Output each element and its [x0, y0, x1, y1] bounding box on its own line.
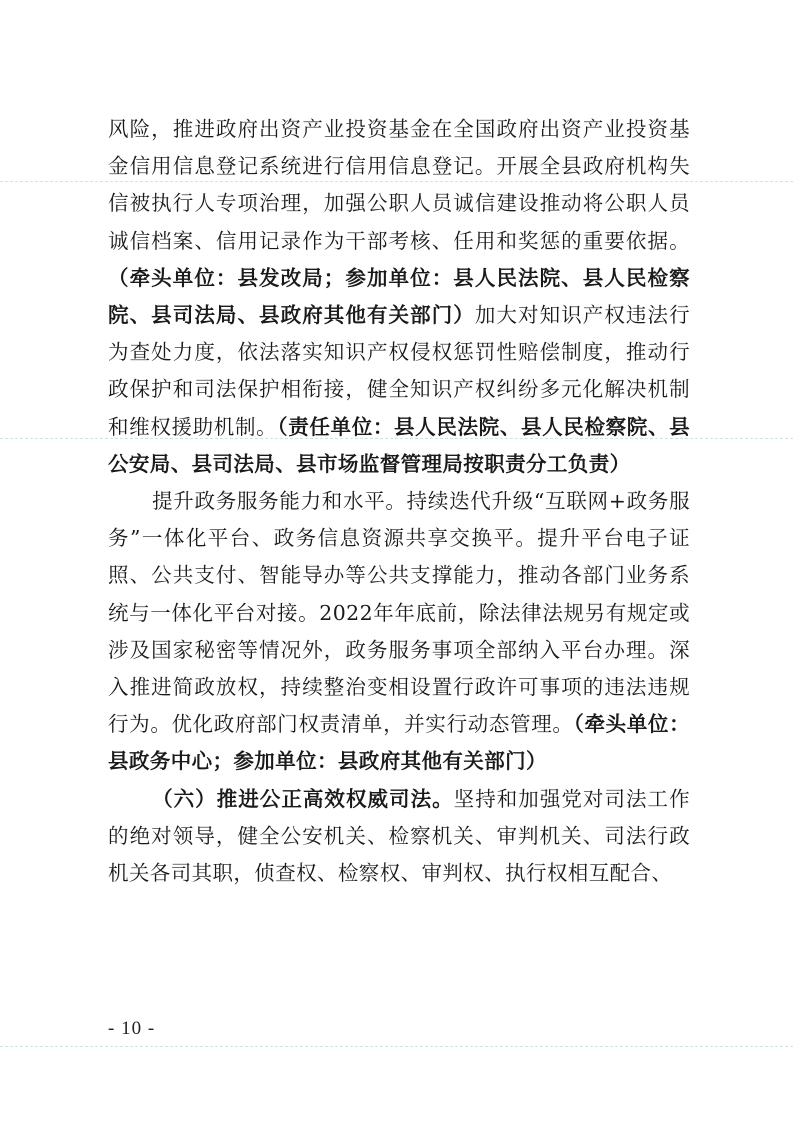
- section-heading: （六）推进公正高效权威司法。: [152, 786, 454, 811]
- responsible-units-note: （责任单位：县人民法院、县人民检察院、县公安局、县司法局、县市场监督管理局按职责分工负责）: [108, 414, 691, 476]
- responsible-units-note: （牵头单位：县发改局；参加单位：县人民法院、县人民检察院、县司法局、县政府其他有关部门）: [108, 265, 690, 328]
- paragraph-justice-section: [108, 781, 690, 893]
- responsible-units-note: （牵头单位：县政务中心；参加单位：县政府其他有关部门）: [108, 712, 690, 774]
- paragraph-credit-and-ip: [108, 111, 690, 483]
- text-segment: 加大对知识产权违法行为查处力度，依法落实知识产权侵权惩罚性赔偿制度，推动行政保护和司法保护相衔接，健全知识产权纠纷多元化解决机制和维权援助机制。: [108, 303, 690, 439]
- text-segment: 坚持和加强党对司法工作的绝对领导，健全公安机关、检察机关、审判机关、司法行政机关各司其职，侦查权、检察权、审判权、执行权相互配合、: [108, 786, 690, 886]
- document-body: [108, 111, 690, 892]
- scan-line-bottom: [0, 1046, 793, 1047]
- page-number: - 10 -: [108, 1018, 156, 1039]
- text-segment: 风险，推进政府出资产业投资基金在全国政府出资产业投资基金信用信息登记系统进行信用信息登记。开展全县政府机构失信被执行人专项治理，加强公职人员诚信建设推动将公职人员诚信档案、信用记录作为干部考核、任用和奖惩的重要依据。: [108, 117, 690, 253]
- text-segment: 提升政务服务能力和水平。持续迭代升级“互联网+政务服务”一体化平台、政务信息资源共享交换平。提升平台电子证照、公共支付、智能导办等公共支撑能力，推动各部门业务系统与一体化平台对接。2022年年底前，除法律法规另有规定或涉及国家秘密等情况外，政务服务事项全部纳入平台办理。深入推进简政放权，持续整治变相设置行政许可事项的违法违规行为。优化政府部门权责清单，并实行动态管理。: [108, 489, 690, 737]
- paragraph-government-services: [108, 483, 690, 781]
